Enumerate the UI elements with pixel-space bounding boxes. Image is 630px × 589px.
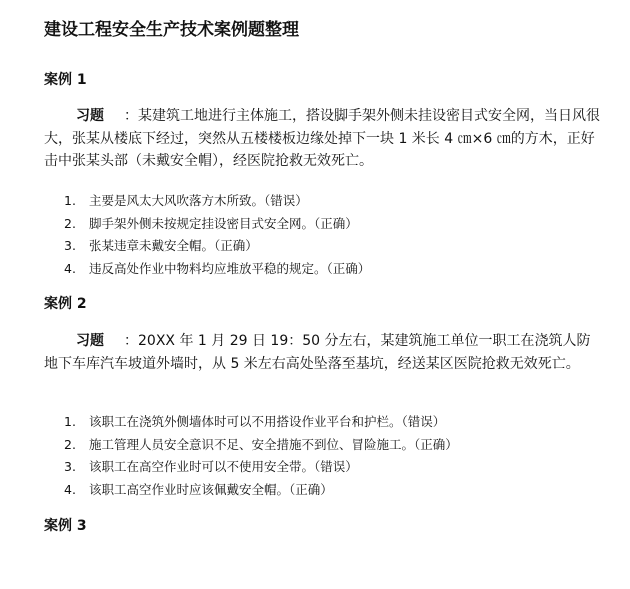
option-text: 脚手架外侧未按规定挂设密目式安全网。（正确） <box>89 215 358 231</box>
option-item <box>64 258 370 281</box>
option-item <box>64 213 370 236</box>
option-text: 该职工在浇筑外侧墙体时可以不用搭设作业平台和护栏。（错误） <box>89 414 446 429</box>
case-1-options <box>64 190 370 280</box>
option-number: 4. <box>64 481 76 497</box>
question-label: 习题 <box>76 108 104 124</box>
case-1-heading: 案例 1 <box>44 72 87 88</box>
question-text: ：某建筑工地进行主体施工，搭设脚手架外侧未挂设密目式安全网，当日风很大，张某从楼底下经过，突然从五楼楼板边缘处掉下一块 1 米长 4 ㎝×6 ㎝的方木，正好击中张某头部（未戴安全帽），经医院抢救无效死亡。 <box>44 108 600 169</box>
option-number: 2. <box>64 436 76 452</box>
case-2-heading: 案例 2 <box>44 296 87 312</box>
option-item <box>64 456 458 479</box>
option-number: 1. <box>64 414 76 429</box>
option-item <box>64 479 458 502</box>
option-text: 违反高处作业中物料均应堆放平稳的规定。（正确） <box>89 260 371 276</box>
question-text: ：20XX 年 1 月 29 日 19：50 分左右，某建筑施工单位一职工在浇筑人防地下车库汽车坡道外墙时，从 5 米左右高处坠落至基坑，经送某区医院抢救无效死亡。 <box>44 333 591 372</box>
case-1-question <box>44 105 604 173</box>
option-item <box>64 190 370 213</box>
option-number: 4. <box>64 260 76 276</box>
option-item <box>64 235 370 258</box>
case-2-question <box>44 330 604 375</box>
option-item <box>64 434 458 457</box>
option-text: 施工管理人员安全意识不足、安全措施不到位、冒险施工。（正确） <box>89 436 458 452</box>
case-3-heading: 案例 3 <box>44 518 87 534</box>
option-number: 3. <box>64 238 76 253</box>
question-label: 习题 <box>76 333 104 349</box>
case-2-options <box>64 411 458 501</box>
option-item <box>64 411 458 434</box>
option-text: 主要是风太大风吹落方木所致。（错误） <box>89 193 308 208</box>
option-text: 该职工高空作业时应该佩戴安全帽。（正确） <box>89 481 333 497</box>
document-title: 建设工程安全生产技术案例题整理 <box>44 20 299 40</box>
option-number: 2. <box>64 215 76 231</box>
option-text: 该职工在高空作业时可以不使用安全带。（错误） <box>89 459 358 474</box>
option-number: 3. <box>64 459 76 474</box>
option-number: 1. <box>64 193 76 208</box>
option-text: 张某违章未戴安全帽。（正确） <box>89 238 258 253</box>
